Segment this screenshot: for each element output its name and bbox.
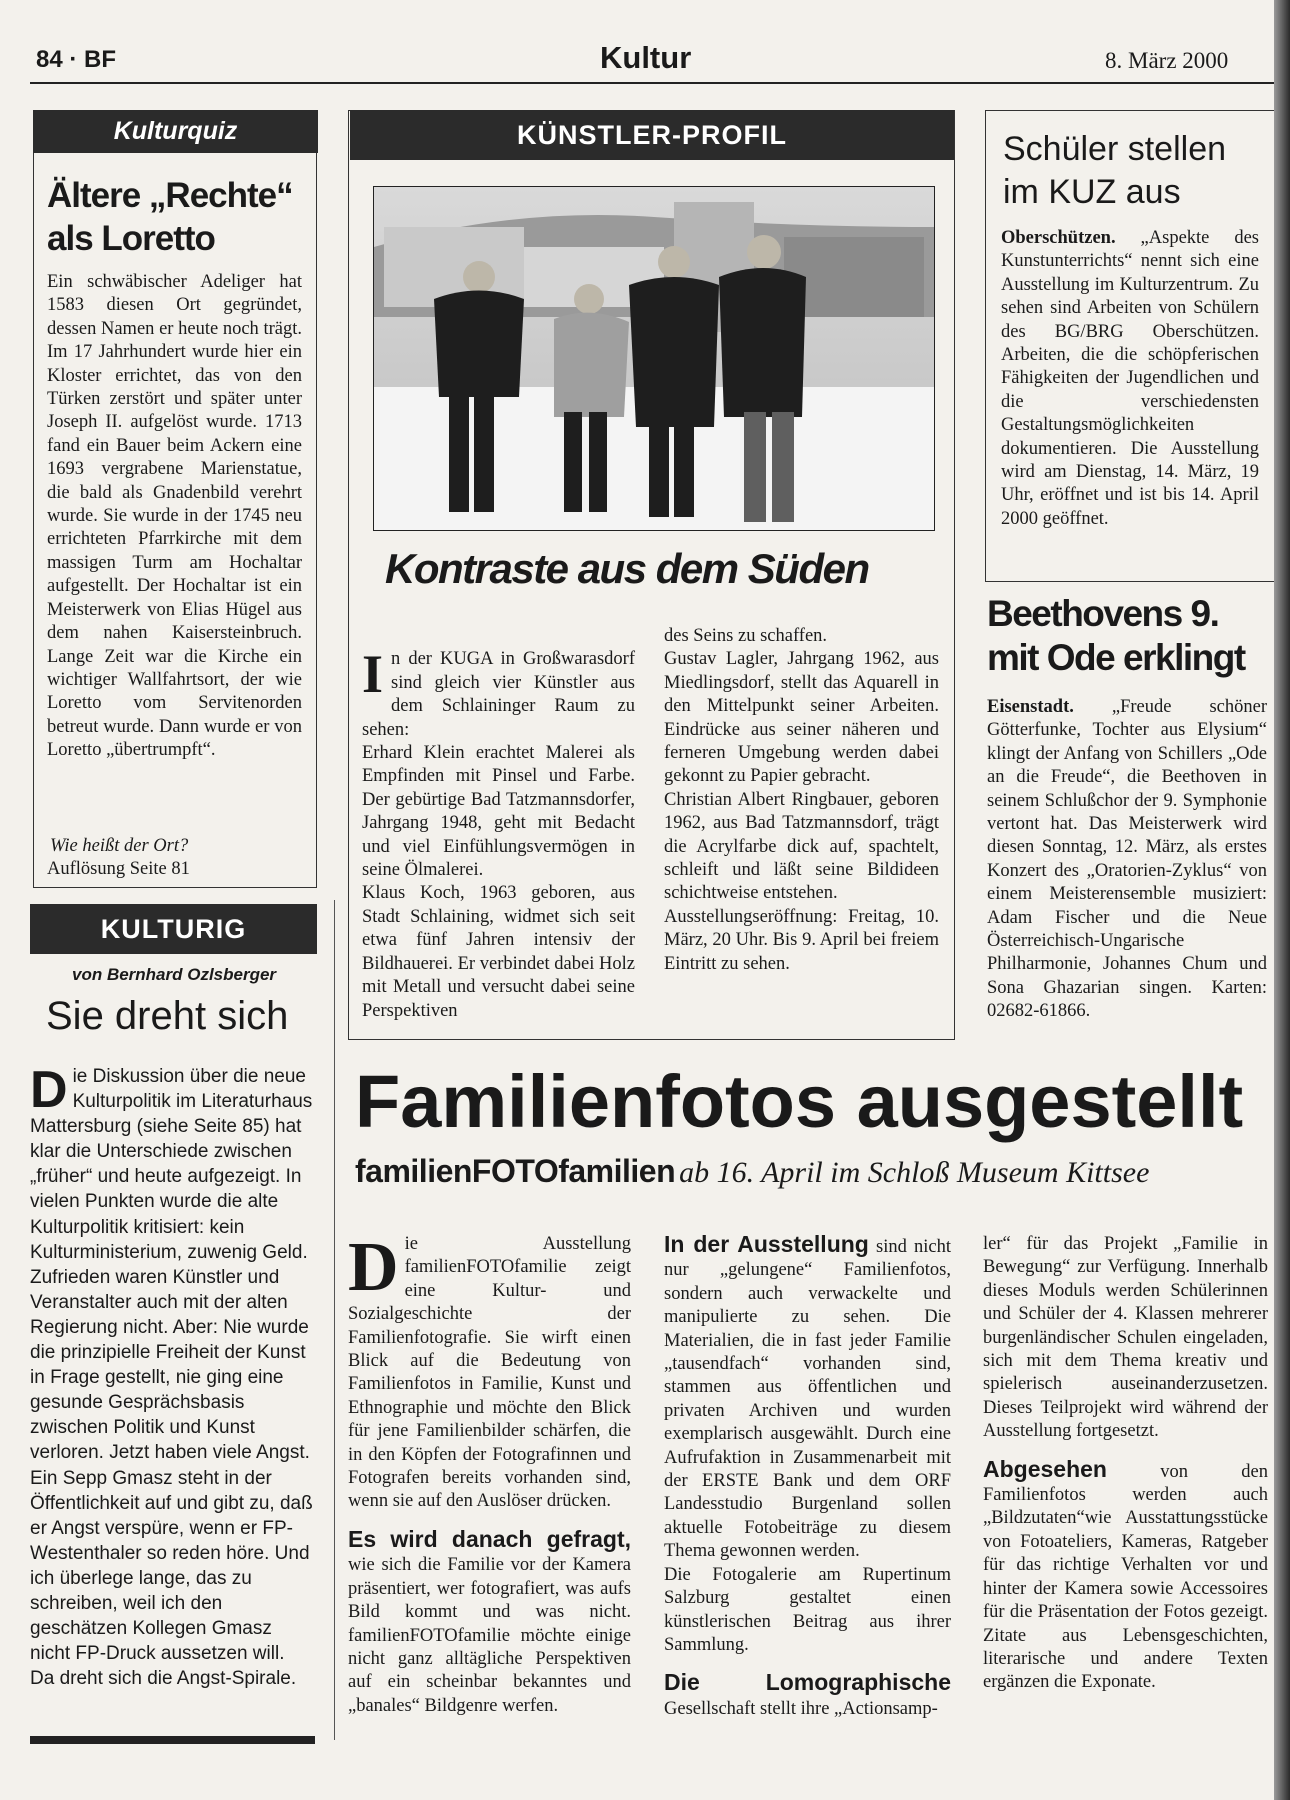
profil-dropcap: I: [362, 644, 384, 705]
kulturig-dropcap: D: [30, 1061, 68, 1119]
header-rule: [30, 82, 1275, 84]
kuz-text: [1001, 227, 1259, 531]
familie-col3-rest: von den Familienfotos werden auch „Bildzutaten“wie Ausstattungsstücke von Fotoateliers, Kameras, Ratgeber für das richtige Verhalten vor und hinter der Kamera sowie Accessoires für die Präsentation der Fotos gezeigt. Zitate aus Lebensgeschichten, literarische und andere Texten ergänzen die Exponate.: [983, 1461, 1269, 1693]
profil-col1-text: n der KUGA in Großwarasdorf sind gleich vier Künstler aus dem Schlaininger Raum zu sehen: Erhard Klein erachtet Malerei als Empfinden mit Pinsel und Farbe. Der gebürtige Bad Tatzmannsdorfer, Jahrgang 1948, geht mit Bedacht und viel Einfühlungsvermögen in seine Ölmalerei. Klaus Koch, 1963 geboren, aus Stadt Schlaining, widmet sich seit etwa fünf Jahren intensiv der Bildhauerei. Er verbindet dabei Holz mit Metall und versucht dabei seine Perspektiven: [362, 649, 635, 1021]
beethoven-body: „Freude schöner Götterfunke, Tochter aus Elysium“ klingt der Anfang von Schillers „Ode an die Freude“, die Beethoven in seinem Schlußchor der 9. Symphonie vertont hat. Das Meisterwerk wird diesen Sonntag, 12. März, als erstes Konzert des „Oratorien-Zyklus“ von einem Meisterensemble musiziert: Adam Fischer und die Neue Österreichisch-Ungarische Philharmonie, Johannes Chum und Sona Ghazarian singen. Karten: 02682-61866.: [987, 697, 1267, 1022]
kulturig-bottom-rule: [30, 1736, 315, 1744]
beethoven-lead: Eisenstadt.: [987, 697, 1074, 717]
profil-title: Kontraste aus dem Süden: [385, 545, 869, 592]
quiz-answer: Auflösung Seite 81: [47, 859, 190, 879]
familie-col1-lead: Es wird danach gefragt,: [348, 1525, 631, 1552]
familie-col2-rest2: Gesellschaft stellt ihre „Actionsamp-: [664, 1698, 938, 1719]
familie-col1: [348, 1229, 631, 1718]
profil-bar: KÜNSTLER-PROFIL: [350, 110, 954, 160]
column-rule: [334, 900, 335, 1740]
artists-photo: [373, 186, 935, 531]
kuz-body: „Aspekte des Kunstunterrichts“ nennt sich eine Ausstellung im Kulturzentrum. Zu sehen sind Arbeiten von Schülern des BG/BRG Oberschützen. Arbeiten, die die schöpferischen Fähigkeiten der Jugendlichen und die verschiedensten Gestaltungsmöglichkeiten dokumentieren. Die Ausstellung wird am Dienstag, 14. März, 19 Uhr, eröffnet und ist bis 14. April 2000 geöffnet.: [1001, 228, 1259, 529]
familie-sub-bold: familienFOTOfamilien: [355, 1153, 676, 1189]
kulturig-bar: KULTURIG: [30, 904, 317, 954]
issue-date: 8. März 2000: [1105, 48, 1229, 73]
familie-subheadline: [355, 1153, 1275, 1190]
beethoven-title: Beethovens 9. mit Ode erklingt: [987, 593, 1245, 678]
familie-col1-intro: ie Ausstellung familienFOTOfamilie zeigt eine Kultur- und Sozialgeschichte der Familienfotografie. Sie wirft einen Blick auf die Bedeutung von Familienfotos in Familie, Kunst und Ethnographie und möchte den Blick für jene Familienbilder schärfen, die in den Köpfen der Fotografinnen und Fotografen bereits vorhanden sind, wenn sie auf den Auslöser drücken.: [348, 1234, 631, 1512]
quiz-title: Ältere „Rechte“ als Loretto: [47, 176, 293, 258]
kulturig-title: Sie dreht sich: [46, 994, 289, 1038]
section-title: Kultur: [600, 40, 692, 75]
kulturig-byline: von Bernhard Ozlsberger: [72, 965, 277, 984]
familie-dropcap: D: [348, 1229, 399, 1306]
scan-edge: [1274, 0, 1290, 1800]
kulturig-text: [30, 1061, 314, 1691]
familie-col2-lead: In der Ausstellung: [664, 1231, 869, 1257]
kulturig-body: ie Diskussion über die neue Kulturpolitik im Literaturhaus Mattersburg (siehe Seite 85) hat klar die Unterschiede zwischen „früher“ und heute aufgezeigt. In vielen Punkten wurde die alte Kulturpolitik kritisiert: kein Kulturministerium, zuwenig Geld. Zufrieden waren Künstler und Veranstalter auch mit der alten Regierung nicht. Aber: Nie wurde die prinzipielle Freiheit der Kunst in Frage gestellt, nie ging eine gesunde Gesprächsbasis zwischen Politik und Kunst verloren. Jetzt haben viele Angst. Ein Sepp Gmasz steht in der Öffentlichkeit auf und gibt zu, daß er Angst verspüre, wenn er FP-Westenthaler so reden höre. Und ich überlege lange, das zu schreiben, weil ich den geschätzen Kollegen Gmasz nicht FP-Druck aussetzen will. Da dreht sich die Angst-Spirale.: [30, 1066, 313, 1690]
photo-illustration: [374, 187, 934, 530]
familie-col2: [664, 1233, 951, 1721]
familie-col3: [983, 1233, 1268, 1695]
beethoven-text: [987, 696, 1267, 1024]
familie-col3-lead: Abgesehen: [983, 1455, 1107, 1482]
page-number: 84 · BF: [36, 46, 117, 73]
quiz-question: Wie heißt der Ort?: [50, 836, 189, 856]
kulturquiz-bar: Kulturquiz: [33, 110, 318, 153]
kuz-lead: Oberschützen.: [1001, 228, 1116, 248]
profil-col1: [362, 625, 635, 1023]
familie-headline: Familienfotos ausgestellt: [355, 1060, 1244, 1143]
familie-col2-rest: sind nicht nur „gelungene“ Familienfotos, sondern auch verwackelte und manipulierte zu sehen. Die Materialien, die in fast jeder Familie „tausendfach“ vorhanden sind, stammen aus öffentlichen und privaten Archiven und wurden exemplarisch ausgewählt. Durch eine Aufrufaktion in Zusammenarbeit mit der ERSTE Bank und dem ORF Landesstudio Burgenland sollen aktuelle Fotobeiträge zu diesem Thema gewonnen werden. Die Fotogalerie am Rupertinum Salzburg gestaltet einen künstlerischen Beitrag aus ihrer Sammlung.: [664, 1237, 951, 1655]
familie-col2-lead2: Die Lomographische: [664, 1669, 951, 1696]
familie-sub-italic: ab 16. April im Schloß Museum Kittsee: [679, 1156, 1150, 1189]
familie-col3-top: ler“ für das Projekt „Familie in Bewegung“ zur Verfügung. Innerhalb dieses Moduls werden Schülerinnen und Schüler der 4. Klassen mehrerer burgenländischer Schulen eingeladen, sich mit dem Thema kreativ und spielerisch auseinanderzusetzen. Dieses Teilprojekt wird während der Ausstellung fortgesetzt.: [983, 1234, 1268, 1442]
familie-col1-rest: wie sich die Familie vor der Kamera präsentiert, wer fotografiert, was aufs Bild kommt und was nicht. familienFOTOfamilie möchte einige nicht ganz alltägliche Perspektiven auf ein scheinbar bekanntes und „banales“ Bildgenre werfen.: [348, 1555, 631, 1716]
quiz-body: Ein schwäbischer Adeliger hat 1583 diesen Ort gegründet, dessen Namen er heute noch trägt. Im 17 Jahrhundert wurde hier ein Kloster errichtet, das von den Türken zerstört und später unter Joseph II. aufgelöst wurde. 1713 fand ein Bauer beim Ackern eine 1693 vergrabene Marienstatue, die bald als Gnadenbild verehrt wurde. Sie wurde in der 1745 neu errichteten Pfarrkirche mit dem massigen Turm am Hochaltar aufgestellt. Der Hochaltar ist ein Meisterwerk von Elias Hügel aus dem nahen Kaisersteinbruch. Lange Zeit war die Kirche ein wichtiger Wallfahrtsort, der wie Loretto vom Servitenorden betreut wurde. Dann wurde er von Loretto „übertrumpft“.: [47, 272, 302, 761]
profil-col2: des Seins zu schaffen. Gustav Lagler, Jahrgang 1962, aus Miedlingsdorf, stellt das Aquarell in den Mittelpunkt seiner Arbeiten. Eindrücke aus seiner näheren und ferneren Umgebung werden dabei gekonnt zu Papier gebracht. Christian Albert Ringbauer, geboren 1962, aus Bad Tatzmannsdorf, trägt die Acrylfarbe dick auf, spachtelt, schleift und läßt seine Bildideen schichtweise entstehen. Ausstellungseröffnung: Freitag, 10. März, 20 Uhr. Bis 9. April bei freiem Eintritt zu sehen.: [664, 626, 939, 974]
kuz-title: Schüler stellen im KUZ aus: [1003, 130, 1227, 211]
